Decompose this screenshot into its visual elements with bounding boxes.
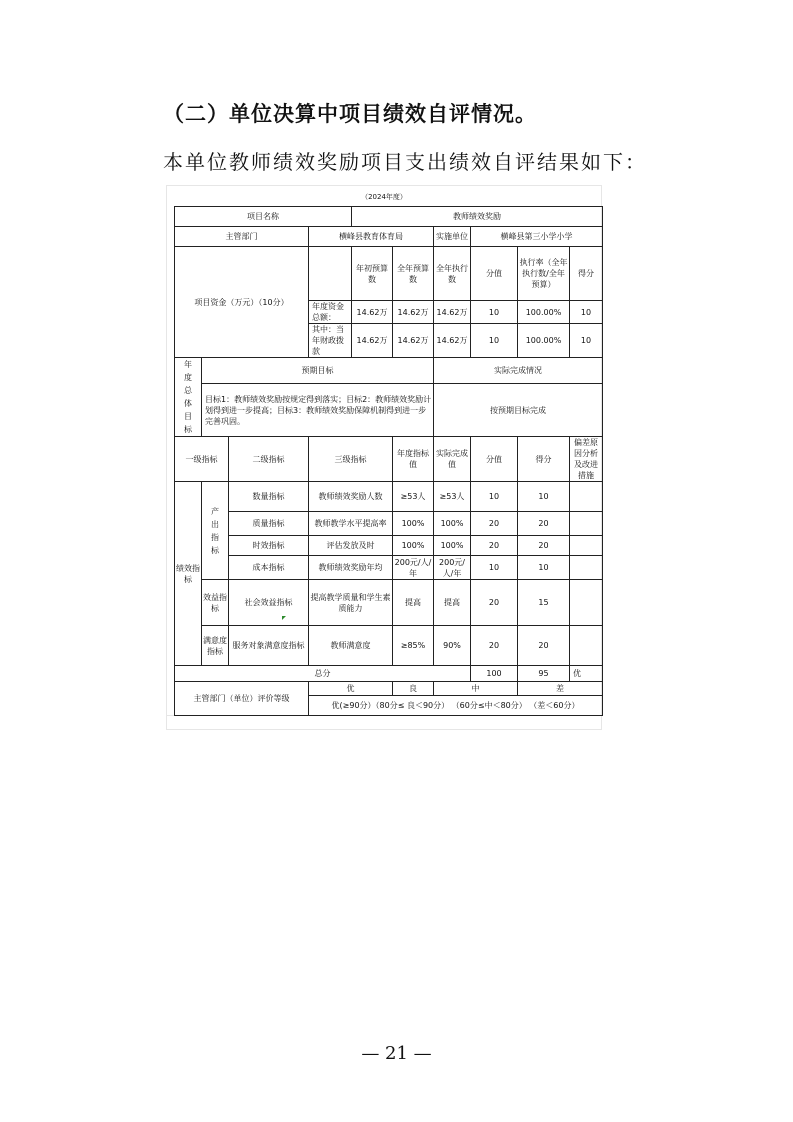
deviation-cell: [570, 512, 603, 536]
funds-score: 10: [570, 324, 603, 358]
deviation-cell: [570, 626, 603, 666]
level2-cell: 成本指标: [229, 556, 309, 580]
funds-header: 执行率（全年执行数/全年预算）: [518, 247, 570, 301]
page-number: — 21 —: [361, 1043, 432, 1064]
deviation-cell: [570, 556, 603, 580]
level2-cell: 数量指标: [229, 482, 309, 512]
impl-label: 实施单位: [434, 227, 471, 247]
target-cell: 100%: [393, 512, 434, 536]
funds-header: 年初预算数: [352, 247, 393, 301]
cell-comment-marker: [282, 616, 286, 620]
funds-header: 得分: [570, 247, 603, 301]
funds-row-label: 年度资金总额：: [309, 301, 352, 324]
overall-label: 年度总体目标: [175, 358, 202, 437]
indicator-header: 二级指标: [229, 437, 309, 482]
funds-header: 全年预算数: [393, 247, 434, 301]
funds-score-value: 10: [471, 324, 518, 358]
funds-header: 全年执行数: [434, 247, 471, 301]
score-value-cell: 10: [471, 556, 518, 580]
table-row: [175, 247, 603, 301]
level3-cell: 教师绩效奖励人数: [309, 482, 393, 512]
indicator-header: 年度指标值: [393, 437, 434, 482]
funds-label: 项目资金（万元）（10分）: [175, 247, 309, 358]
perf-label: 绩效指标: [175, 482, 202, 666]
table-row: [175, 227, 603, 247]
level3-cell: 教师绩效奖励年均: [309, 556, 393, 580]
actual-cell: 100%: [434, 512, 471, 536]
score-cell: 20: [518, 626, 570, 666]
intro-paragraph: 本单位教师绩效奖励项目支出绩效自评结果如下：: [163, 150, 647, 174]
indicator-header: 实际完成值: [434, 437, 471, 482]
deviation-cell: [570, 536, 603, 556]
actual-cell: ≥53人: [434, 482, 471, 512]
grade-criteria: 优(≥90分）（80分≤ 良＜90分） （60分≤中＜80分） （差＜60分）: [309, 696, 603, 716]
target-cell: ≥53人: [393, 482, 434, 512]
table-row: [175, 437, 603, 482]
expected-text: 目标1：教师绩效奖励按规定得到落实；目标2：教师绩效奖励计划得到进一步提高；目标3：教师绩效奖励保障机制得到进一步完善巩固。: [202, 384, 434, 437]
funds-score-value: 10: [471, 301, 518, 324]
level2-cell: 社会效益指标: [229, 580, 309, 626]
score-cell: 15: [518, 580, 570, 626]
project-name: 教师绩效奖励: [352, 207, 603, 227]
target-cell: 提高: [393, 580, 434, 626]
funds-rate: 100.00%: [518, 301, 570, 324]
satisfaction-label: 满意度指标: [202, 626, 229, 666]
actual-label: 实际完成情况: [434, 358, 603, 384]
grade-cell: 差: [518, 682, 603, 696]
indicator-header: 一级指标: [175, 437, 229, 482]
table-row: [175, 682, 603, 696]
level3-cell: 教师教学水平提高率: [309, 512, 393, 536]
table-row: [175, 626, 603, 666]
score-value-cell: 20: [471, 580, 518, 626]
funds-executed: 14.62万: [434, 301, 471, 324]
level2-cell: 时效指标: [229, 536, 309, 556]
indicator-header: 分值: [471, 437, 518, 482]
actual-cell: 100%: [434, 536, 471, 556]
level3-cell: 提高教学质量和学生素质能力: [309, 580, 393, 626]
table-row: [175, 536, 603, 556]
score-value-cell: 20: [471, 536, 518, 556]
funds-row-label: 其中：当年财政拨款: [309, 324, 352, 358]
funds-rate: 100.00%: [518, 324, 570, 358]
score-value-cell: 20: [471, 626, 518, 666]
level3-cell: 评估发放及时: [309, 536, 393, 556]
performance-table: [174, 206, 603, 716]
actual-cell: 200元/人/年: [434, 556, 471, 580]
section-heading: （二）单位决算中项目绩效自评情况。: [163, 102, 537, 126]
target-cell: 200元/人/年: [393, 556, 434, 580]
score-cell: 10: [518, 556, 570, 580]
indicator-header: 三级指标: [309, 437, 393, 482]
funds-header: 分值: [471, 247, 518, 301]
table-row: [175, 666, 603, 682]
score-value-cell: 10: [471, 482, 518, 512]
actual-cell: 提高: [434, 580, 471, 626]
score-cell: 20: [518, 536, 570, 556]
total-label: 总分: [175, 666, 471, 682]
funds-executed: 14.62万: [434, 324, 471, 358]
funds-annual: 14.62万: [393, 324, 434, 358]
table-row: [175, 556, 603, 580]
level3-cell: 教师满意度: [309, 626, 393, 666]
benefit-label: 效益指标: [202, 580, 229, 626]
indicator-header: 偏差原因分析及改进措施: [570, 437, 603, 482]
actual-cell: 90%: [434, 626, 471, 666]
target-cell: ≥85%: [393, 626, 434, 666]
target-cell: 100%: [393, 536, 434, 556]
grade-cell: 优: [309, 682, 393, 696]
grade-cell: 中: [434, 682, 518, 696]
funds-annual: 14.62万: [393, 301, 434, 324]
level2-cell: 质量指标: [229, 512, 309, 536]
total-grade: 优: [570, 666, 603, 682]
dept-label: 主管部门: [175, 227, 309, 247]
table-row: [175, 482, 603, 512]
table-row: [175, 384, 603, 437]
total-value: 100: [471, 666, 518, 682]
table-row: [175, 512, 603, 536]
score-value-cell: 20: [471, 512, 518, 536]
actual-text: 按预期目标完成: [434, 384, 603, 437]
funds-score: 10: [570, 301, 603, 324]
level2-cell: 服务对象满意度指标: [229, 626, 309, 666]
output-label: 产出指标: [202, 482, 229, 580]
expected-label: 预期目标: [202, 358, 434, 384]
eval-label: 主管部门（单位）评价等级: [175, 682, 309, 716]
funds-initial: 14.62万: [352, 324, 393, 358]
table-year: （2024年度）: [361, 193, 407, 201]
indicator-header: 得分: [518, 437, 570, 482]
funds-initial: 14.62万: [352, 301, 393, 324]
deviation-cell: [570, 580, 603, 626]
total-score: 95: [518, 666, 570, 682]
dept-value: 横峰县教育体育局: [309, 227, 434, 247]
table-row: [175, 580, 603, 626]
grade-cell: 良: [393, 682, 434, 696]
project-name-label: 项目名称: [175, 207, 352, 227]
table-row: [175, 207, 603, 227]
impl-value: 横峰县第三小学小学: [471, 227, 603, 247]
score-cell: 10: [518, 482, 570, 512]
deviation-cell: [570, 482, 603, 512]
score-cell: 20: [518, 512, 570, 536]
table-row: [175, 358, 603, 384]
